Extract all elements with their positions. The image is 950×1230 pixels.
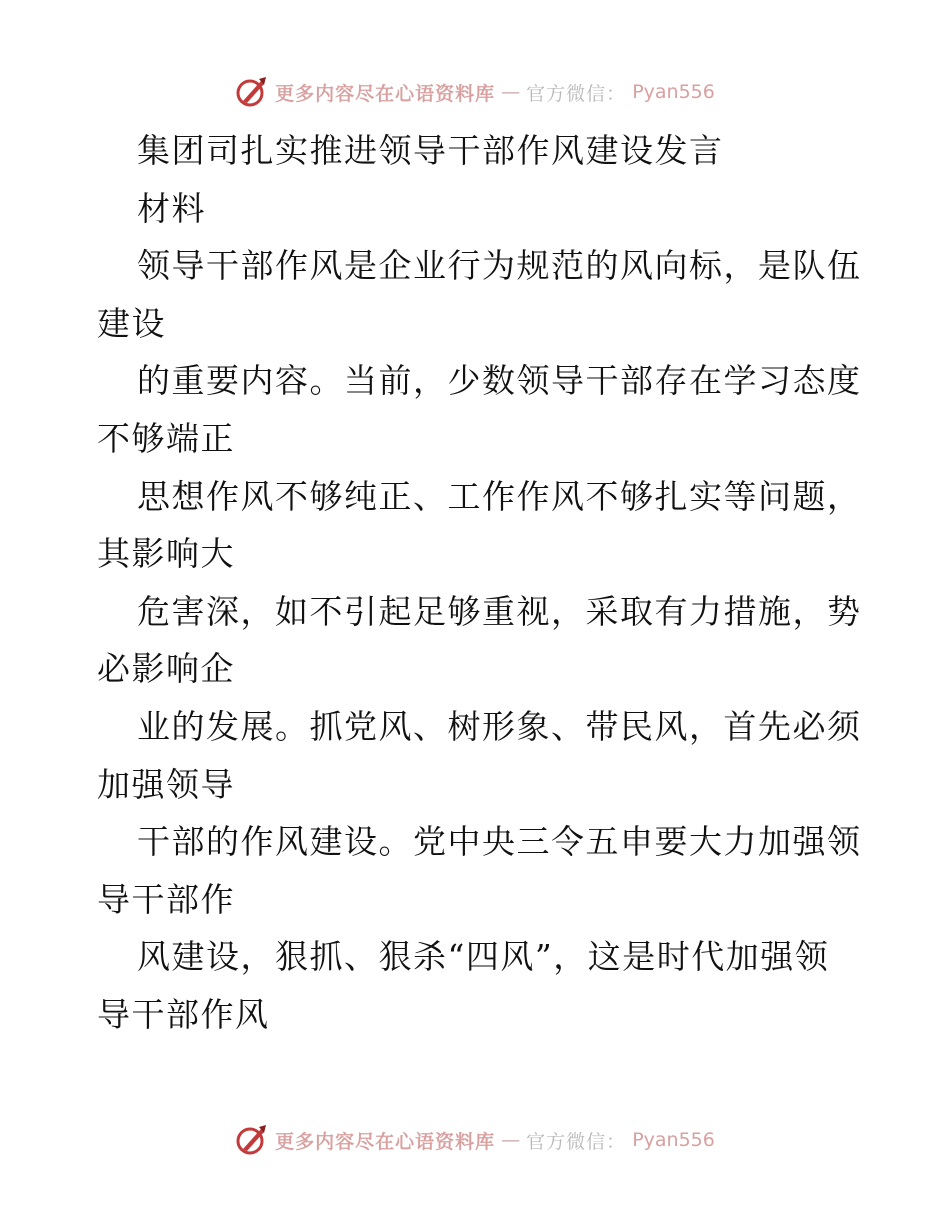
document-line: 导干部作 (97, 879, 235, 919)
banner-contact-id: Pyan556 (632, 81, 715, 103)
document-line: 领导干部作风是企业行为规范的风向标，是队伍 (137, 246, 862, 286)
document-line: 集团司扎实推进领导干部作风建设发言 (137, 131, 724, 170)
document-line: 危害深，如不引起足够重视，采取有力措施，势 (137, 591, 862, 631)
document-line: 不够端正 (97, 418, 235, 458)
document-line: 干部的作风建设。党中央三令五申要大力加强领 (137, 822, 862, 862)
document-line: 加强领导 (97, 764, 235, 804)
document-line: 思想作风不够纯正、工作作风不够扎实等问题， (137, 476, 862, 516)
banner-contact-label: 官方微信： (526, 1130, 627, 1153)
document-line: 风建设，狠抓、狠杀“四风”，这是时代加强领 (137, 937, 830, 977)
quill-logo-icon (235, 1123, 269, 1157)
banner-promo-text: 更多内容尽在心语资料库 (275, 1130, 496, 1153)
document-line: 导干部作风 (97, 994, 270, 1034)
document-line: 建设 (97, 303, 166, 343)
banner-contact-label: 官方微信： (526, 82, 627, 105)
document-line: 的重要内容。当前，少数领导干部存在学习态度 (137, 361, 862, 401)
banner-contact-id: Pyan556 (632, 1129, 715, 1151)
document-body (97, 122, 862, 1044)
header-banner (0, 72, 950, 112)
banner-promo-text: 更多内容尽在心语资料库 (275, 82, 496, 105)
footer-banner (0, 1120, 950, 1160)
document-line: 材料 (137, 188, 206, 228)
document-line: 必影响企 (97, 649, 235, 689)
quill-logo-icon (235, 75, 269, 109)
banner-dash: — (501, 1129, 521, 1151)
banner-dash: — (501, 81, 521, 103)
document-line: 业的发展。抓党风、树形象、带民风，首先必须 (137, 706, 862, 746)
document-line: 其影响大 (97, 534, 235, 574)
